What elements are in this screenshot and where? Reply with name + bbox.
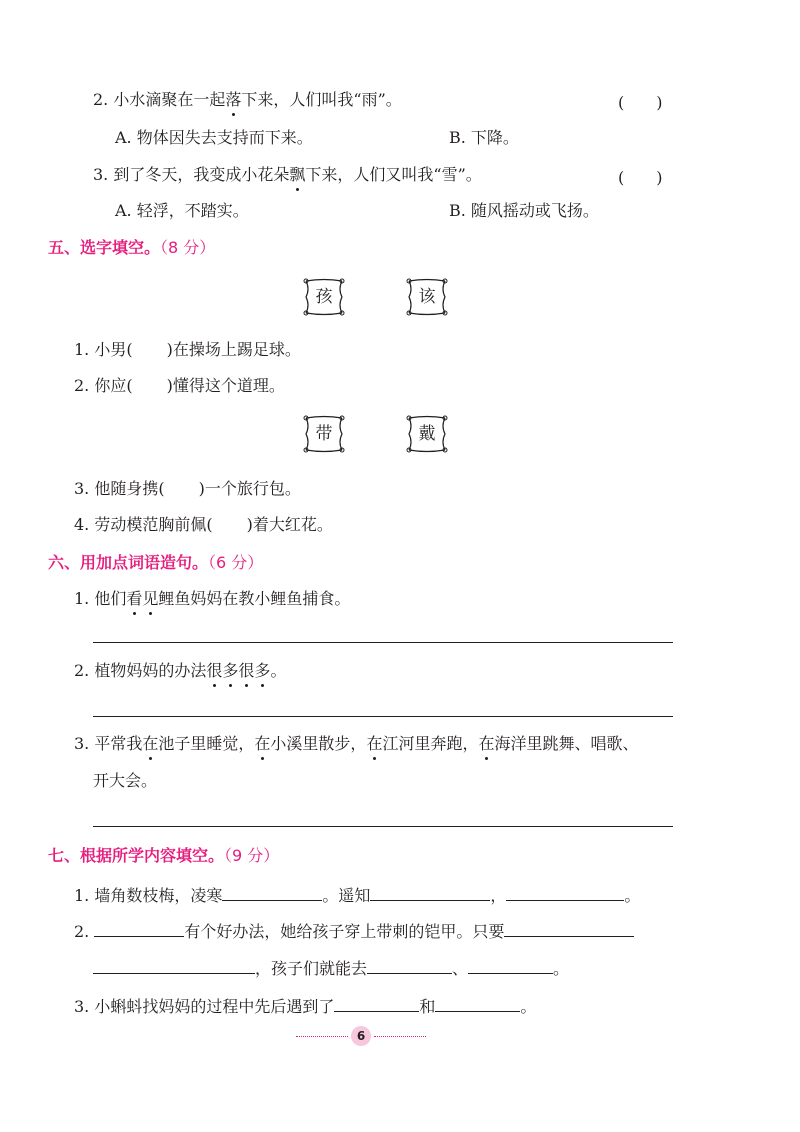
section-score: （8 分） (160, 238, 216, 257)
question-number: 3. (93, 165, 109, 184)
option-b: B. 下降。 (449, 128, 519, 147)
question-text: 。 (520, 997, 537, 1016)
section-heading-7 (48, 846, 279, 866)
emphasized-char: 在 (142, 734, 159, 753)
question-number: 1. (74, 340, 90, 359)
char-box-dai2 (405, 414, 449, 454)
fill-blank[interactable] (222, 884, 322, 901)
question-number: 2. (74, 922, 90, 941)
answer-paren[interactable]: ( ) (618, 168, 663, 187)
emphasized-char: 在 (478, 734, 495, 753)
section-title: 五、选字填空。 (48, 238, 161, 257)
question-number: 2. (74, 376, 90, 395)
question-number: 3. (74, 734, 90, 753)
question-3 (93, 165, 482, 185)
question-text: 小蝌蚪找妈妈的过程中先后遇到了 (94, 997, 335, 1016)
section-title: 七、根据所学内容填空。 (48, 846, 225, 865)
question-text: )一个旅行包。 (198, 479, 301, 498)
emphasized-char: 在 (254, 734, 271, 753)
char-box-gai (405, 277, 449, 317)
question-text: 劳动模范胸前佩( (94, 515, 213, 534)
fill-blank[interactable] (94, 920, 184, 937)
answer-line[interactable] (93, 826, 673, 827)
question-text: 下来，人们叫我“雨”。 (241, 90, 402, 109)
question-text: 你应( (94, 376, 133, 395)
choice-char: 戴 (418, 424, 436, 444)
s7-question-2-line2 (93, 957, 569, 979)
question-text: 。 (553, 959, 570, 978)
emphasized-char: 落 (225, 90, 242, 109)
question-text: )着大红花。 (246, 515, 333, 534)
emphasized-char: 见 (142, 589, 159, 608)
emphasized-char: 看 (126, 589, 143, 608)
emphasized-char: 多 (254, 661, 271, 680)
question-text: 平常我 (94, 734, 143, 753)
s6-question-3 (74, 734, 639, 754)
section-score: （6 分） (208, 553, 264, 572)
option-a: A. 物体因失去支持而下来。 (115, 128, 313, 147)
fill-blank[interactable] (468, 957, 553, 974)
emphasized-char: 多 (222, 661, 239, 680)
section-title: 六、用加点词语造句。 (48, 553, 209, 572)
question-2 (93, 90, 402, 110)
fill-blank[interactable] (93, 957, 255, 974)
section-score: （9 分） (224, 846, 280, 865)
fill-blank[interactable] (370, 884, 490, 901)
question-number: 1. (74, 589, 90, 608)
option-b: B. 随风摇动或飞扬。 (449, 201, 599, 220)
s7-question-2 (74, 920, 634, 942)
question-text: 小水滴聚在一起 (113, 90, 226, 109)
question-number: 3. (74, 997, 90, 1016)
question-text: )懂得这个道理。 (166, 376, 285, 395)
answer-paren[interactable]: ( ) (618, 93, 663, 112)
question-number: 2. (93, 90, 109, 109)
page-number: 6 (351, 1026, 371, 1046)
question-text: ， (490, 886, 507, 905)
question-text: 。 (624, 886, 641, 905)
s6-question-3-line2: 开大会。 (93, 771, 158, 790)
question-text: 下来，人们又叫我“雪”。 (305, 165, 482, 184)
section-heading-6 (48, 553, 263, 573)
answer-line[interactable] (93, 716, 673, 717)
emphasized-char: 飘 (289, 165, 306, 184)
question-text: 和 (419, 997, 436, 1016)
choice-char: 带 (315, 424, 333, 444)
char-box-dai1 (302, 414, 346, 454)
fill-blank[interactable] (367, 957, 452, 974)
char-box-hai (302, 277, 346, 317)
fill-blank[interactable] (506, 884, 624, 901)
question-text: 小溪里散步， (270, 734, 367, 753)
question-text: 他随身携( (94, 479, 165, 498)
question-text: 鲤鱼妈妈在教小鲤鱼捕食。 (158, 589, 351, 608)
emphasized-char: 在 (366, 734, 383, 753)
question-text: 海洋里跳舞、唱歌、 (494, 734, 639, 753)
s7-question-1 (74, 884, 640, 906)
s6-question-1 (74, 589, 350, 609)
question-text: 植物妈妈的办法 (94, 661, 207, 680)
s5-question-2 (74, 376, 285, 396)
section-heading-5 (48, 238, 215, 258)
option-a: A. 轻浮，不踏实。 (115, 201, 249, 220)
choice-char: 孩 (315, 287, 333, 307)
fill-blank[interactable] (504, 920, 634, 937)
question-text: 、 (452, 959, 469, 978)
question-number: 1. (74, 886, 90, 905)
question-text: 有个好办法，她给孩子穿上带刺的铠甲。只要 (184, 922, 505, 941)
question-text: 墙角数枝梅，凌寒 (94, 886, 223, 905)
answer-line[interactable] (93, 642, 673, 643)
question-text: 池子里睡觉， (158, 734, 255, 753)
s5-question-4 (74, 515, 333, 535)
question-text: )在操场上踢足球。 (166, 340, 301, 359)
question-text: 。 (270, 661, 287, 680)
question-text: 江河里奔跑， (382, 734, 479, 753)
question-number: 4. (74, 515, 90, 534)
s5-question-3 (74, 479, 301, 499)
question-text: 。遥知 (322, 886, 371, 905)
fill-blank[interactable] (334, 995, 419, 1012)
footer-divider-right (374, 1036, 426, 1037)
question-text: ，孩子们就能去 (255, 959, 368, 978)
s7-question-3 (74, 995, 536, 1017)
choice-char: 该 (418, 287, 436, 307)
fill-blank[interactable] (435, 995, 520, 1012)
question-text: 他们 (94, 589, 127, 608)
emphasized-char: 很 (206, 661, 223, 680)
footer-divider-left (296, 1036, 348, 1037)
emphasized-char: 很 (238, 661, 255, 680)
question-number: 2. (74, 661, 90, 680)
s5-question-1 (74, 340, 301, 360)
s6-question-2 (74, 661, 286, 681)
question-number: 3. (74, 479, 90, 498)
question-text: 小男( (94, 340, 133, 359)
question-text: 到了冬天，我变成小花朵 (113, 165, 290, 184)
